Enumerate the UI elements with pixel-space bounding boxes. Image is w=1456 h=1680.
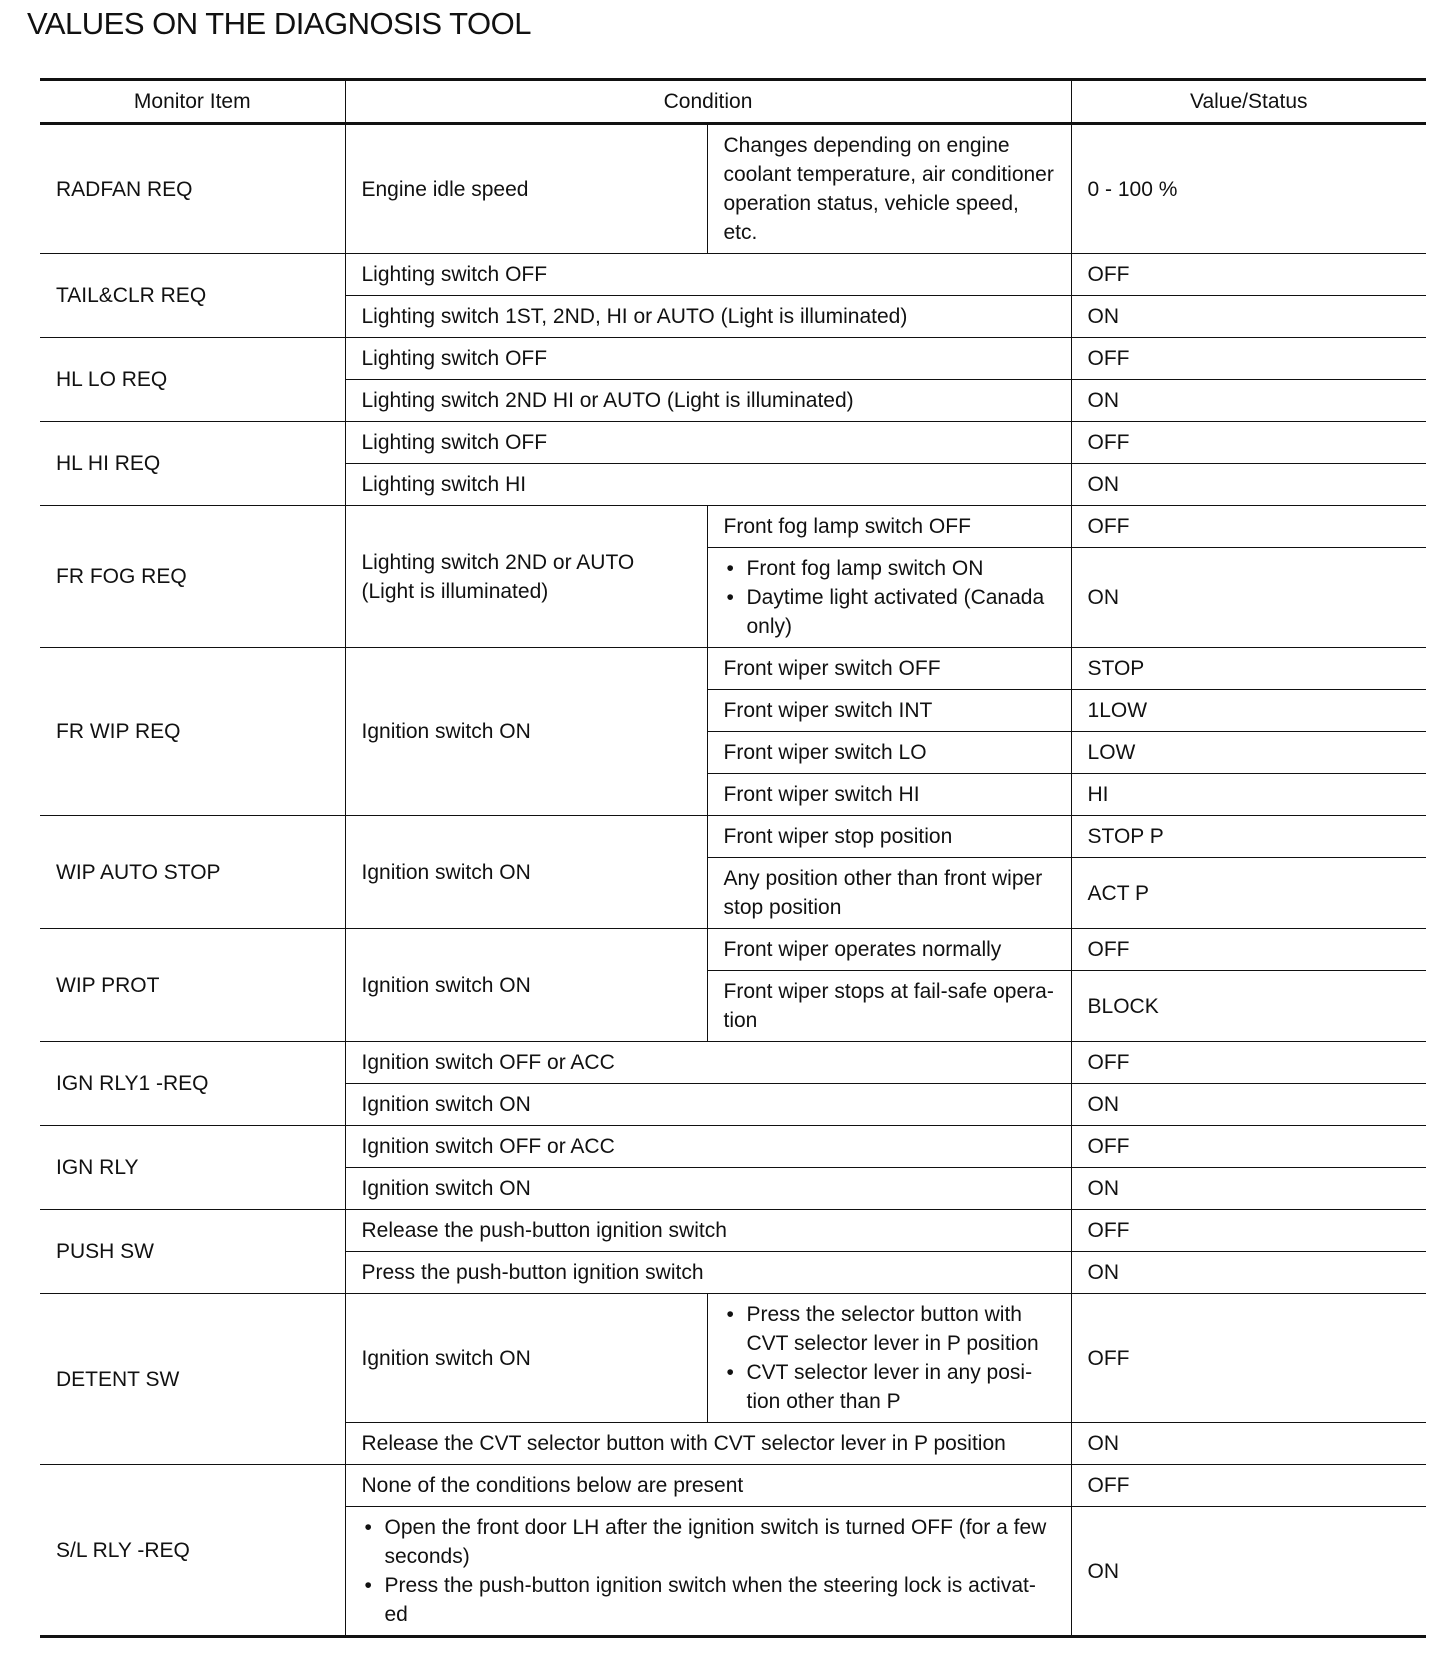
monitor-item: FR WIP REQ — [40, 648, 345, 816]
value-cell: OFF — [1071, 422, 1426, 464]
header-value-status: Value/Status — [1071, 80, 1426, 124]
value-cell: OFF — [1071, 254, 1426, 296]
bullet-item: • Open the front door LH after the ignition switch is turned OFF (for a few seconds) — [362, 1513, 1055, 1571]
value-cell: ON — [1071, 1168, 1426, 1210]
monitor-item: DETENT SW — [40, 1294, 345, 1465]
sub-condition-cell: Front wiper switch INT — [707, 690, 1071, 732]
condition-cell: Ignition switch ON — [345, 648, 707, 816]
header-monitor-item: Monitor Item — [40, 80, 345, 124]
value-cell: OFF — [1071, 338, 1426, 380]
sub-condition-cell: Changes depending on engine coolant temperature, air conditioner operation status, vehicle speed, etc. — [707, 124, 1071, 254]
table-row — [40, 506, 1426, 548]
value-cell: ON — [1071, 548, 1426, 648]
table-header-row — [40, 80, 1426, 124]
value-cell: STOP P — [1071, 816, 1426, 858]
value-cell: ON — [1071, 1423, 1426, 1465]
value-cell: ON — [1071, 464, 1426, 506]
sub-condition-cell: Front wiper operates normally — [707, 929, 1071, 971]
header-condition: Condition — [345, 80, 1071, 124]
value-cell: 0 - 100 % — [1071, 124, 1426, 254]
value-cell: OFF — [1071, 1465, 1426, 1507]
condition-cell: Release the CVT selector button with CVT selector lever in P position — [345, 1423, 1071, 1465]
table-row — [40, 1465, 1426, 1507]
condition-cell: Ignition switch ON — [345, 1294, 707, 1423]
sub-condition-cell — [707, 1294, 1071, 1423]
condition-cell: Lighting switch OFF — [345, 254, 1071, 296]
table-row — [40, 1126, 1426, 1168]
condition-cell: Press the push-button ignition switch — [345, 1252, 1071, 1294]
value-cell: STOP — [1071, 648, 1426, 690]
value-cell: BLOCK — [1071, 971, 1426, 1042]
value-cell: ON — [1071, 1507, 1426, 1637]
condition-cell: Lighting switch HI — [345, 464, 1071, 506]
condition-cell: Lighting switch 2ND or AUTO (Light is illuminated) — [345, 506, 707, 648]
value-cell: LOW — [1071, 732, 1426, 774]
diagnosis-values-table — [40, 78, 1426, 1638]
sub-condition-cell: Front wiper stop position — [707, 816, 1071, 858]
monitor-item: TAIL&CLR REQ — [40, 254, 345, 338]
table-row — [40, 929, 1426, 971]
monitor-item: S/L RLY -REQ — [40, 1465, 345, 1637]
condition-cell — [345, 1507, 1071, 1637]
table-row — [40, 338, 1426, 380]
bullet-list — [724, 554, 1055, 641]
condition-cell: Lighting switch OFF — [345, 422, 1071, 464]
bullet-item: • Front fog lamp switch ON — [724, 554, 1055, 583]
table-row — [40, 124, 1426, 254]
condition-cell: Ignition switch ON — [345, 929, 707, 1042]
sub-condition-cell: Front wiper switch HI — [707, 774, 1071, 816]
monitor-item: HL HI REQ — [40, 422, 345, 506]
monitor-item: HL LO REQ — [40, 338, 345, 422]
value-cell: ON — [1071, 1084, 1426, 1126]
monitor-item: FR FOG REQ — [40, 506, 345, 648]
condition-cell: Ignition switch ON — [345, 816, 707, 929]
condition-cell: Engine idle speed — [345, 124, 707, 254]
condition-cell: None of the conditions below are present — [345, 1465, 1071, 1507]
sub-condition-cell: Front wiper stops at fail-safe opera-tion — [707, 971, 1071, 1042]
value-cell: OFF — [1071, 1210, 1426, 1252]
sub-condition-cell — [707, 548, 1071, 648]
condition-cell: Ignition switch OFF or ACC — [345, 1126, 1071, 1168]
condition-cell: Ignition switch OFF or ACC — [345, 1042, 1071, 1084]
sub-condition-cell: Front wiper switch OFF — [707, 648, 1071, 690]
bullet-item: • CVT selector lever in any posi-tion other than P — [724, 1358, 1055, 1416]
table-row — [40, 422, 1426, 464]
table-row — [40, 648, 1426, 690]
condition-cell: Lighting switch 2ND HI or AUTO (Light is illuminated) — [345, 380, 1071, 422]
bullet-item: • Press the push-button ignition switch when the steering lock is activat-ed — [362, 1571, 1055, 1629]
value-cell: OFF — [1071, 506, 1426, 548]
page-title: VALUES ON THE DIAGNOSIS TOOL — [27, 6, 531, 41]
monitor-item: WIP PROT — [40, 929, 345, 1042]
value-cell: HI — [1071, 774, 1426, 816]
monitor-item: PUSH SW — [40, 1210, 345, 1294]
condition-cell: Ignition switch ON — [345, 1084, 1071, 1126]
table-row — [40, 1294, 1426, 1423]
monitor-item: RADFAN REQ — [40, 124, 345, 254]
value-cell: OFF — [1071, 1294, 1426, 1423]
monitor-item: WIP AUTO STOP — [40, 816, 345, 929]
table-row — [40, 254, 1426, 296]
bullet-list — [724, 1300, 1055, 1416]
sub-condition-cell: Front wiper switch LO — [707, 732, 1071, 774]
value-cell: ON — [1071, 380, 1426, 422]
monitor-item: IGN RLY1 -REQ — [40, 1042, 345, 1126]
value-cell: ACT P — [1071, 858, 1426, 929]
bullet-list — [362, 1513, 1055, 1629]
value-cell: ON — [1071, 1252, 1426, 1294]
bullet-item: • Daytime light activated (Canada only) — [724, 583, 1055, 641]
sub-condition-cell: Any position other than front wiper stop position — [707, 858, 1071, 929]
bullet-item: • Press the selector button with CVT selector lever in P position — [724, 1300, 1055, 1358]
monitor-item: IGN RLY — [40, 1126, 345, 1210]
value-cell: 1LOW — [1071, 690, 1426, 732]
condition-cell: Lighting switch OFF — [345, 338, 1071, 380]
value-cell: OFF — [1071, 1126, 1426, 1168]
sub-condition-cell: Front fog lamp switch OFF — [707, 506, 1071, 548]
table-row — [40, 1210, 1426, 1252]
table-row — [40, 1042, 1426, 1084]
condition-cell: Release the push-button ignition switch — [345, 1210, 1071, 1252]
value-cell: ON — [1071, 296, 1426, 338]
table-row — [40, 816, 1426, 858]
condition-cell: Ignition switch ON — [345, 1168, 1071, 1210]
condition-cell: Lighting switch 1ST, 2ND, HI or AUTO (Light is illuminated) — [345, 296, 1071, 338]
value-cell: OFF — [1071, 1042, 1426, 1084]
value-cell: OFF — [1071, 929, 1426, 971]
